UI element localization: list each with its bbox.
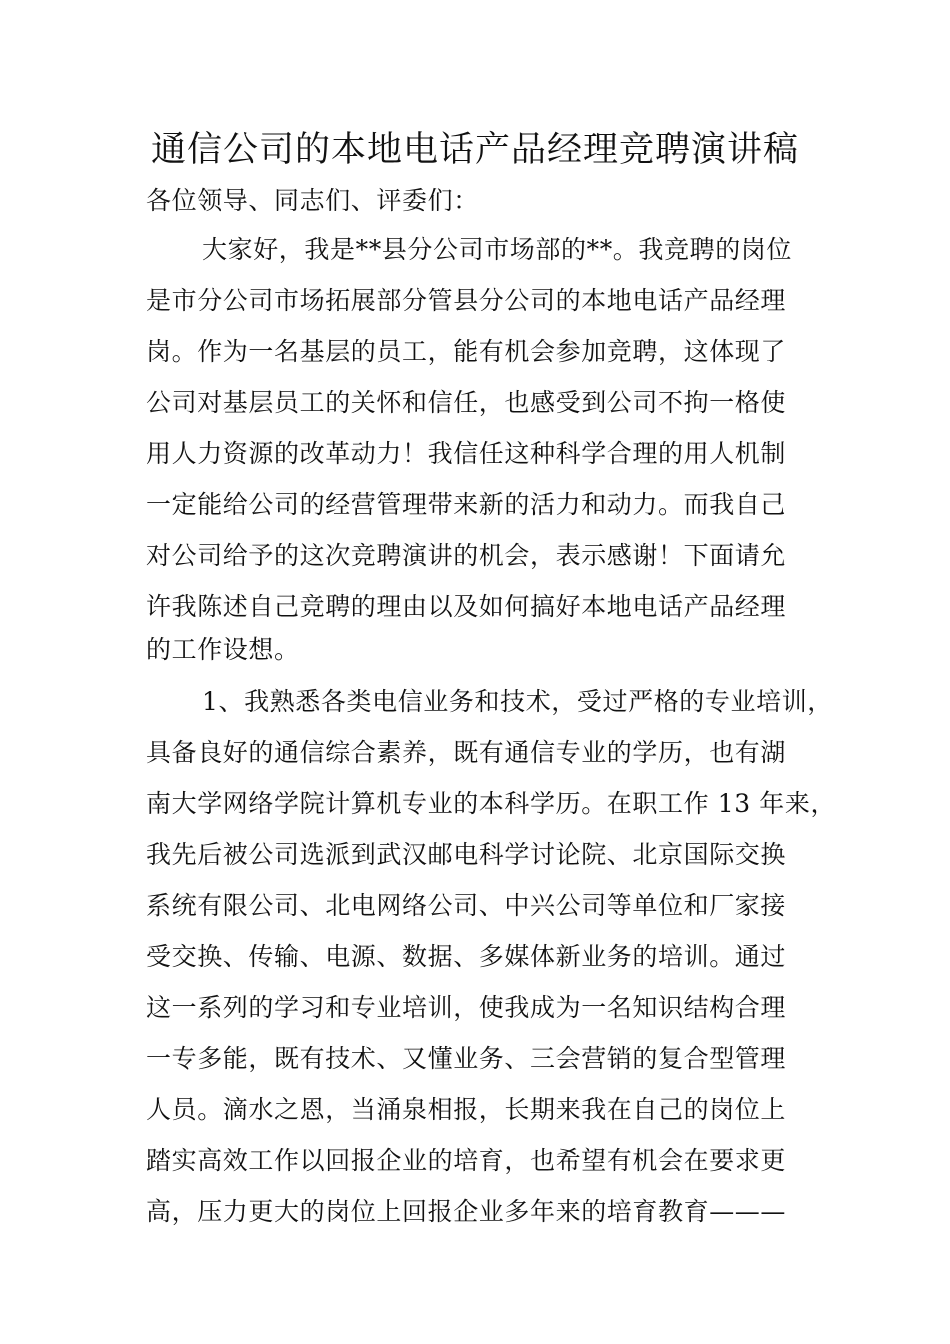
paragraph-line: 我先后被公司选派到武汉邮电科学讨论院、北京国际交换	[146, 840, 787, 869]
paragraph-line: 用人力资源的改革动力！我信任这种科学合理的用人机制	[146, 439, 787, 468]
paragraph-line: 这一系列的学习和专业培训，使我成为一名知识结构合理	[146, 993, 787, 1022]
paragraph-line: 的工作设想。	[146, 635, 300, 664]
paragraph-line: 踏实高效工作以回报企业的培育，也希望有机会在要求更	[146, 1146, 787, 1175]
paragraph-line: 公司对基层员工的关怀和信任，也感受到公司不拘一格使	[146, 388, 787, 417]
paragraph-line: 是市分公司市场拓展部分管县分公司的本地电话产品经理	[146, 286, 787, 315]
paragraph-line: 系统有限公司、北电网络公司、中兴公司等单位和厂家接	[146, 891, 787, 920]
paragraph-line: 许我陈述自己竞聘的理由以及如何搞好本地电话产品经理	[146, 592, 787, 621]
paragraph-line: 岗。作为一名基层的员工，能有机会参加竞聘，这体现了	[146, 337, 787, 366]
document-title: 通信公司的本地电话产品经理竞聘演讲稿	[150, 130, 799, 170]
paragraph-line: 受交换、传输、电源、数据、多媒体新业务的培训。通过	[146, 942, 787, 971]
salutation: 各位领导、同志们、评委们：	[146, 186, 479, 215]
paragraph-line: 南大学网络学院计算机专业的本科学历。在职工作 13 年来，	[146, 789, 837, 818]
paragraph-line: 人员。滴水之恩，当涌泉相报，长期来我在自己的岗位上	[146, 1095, 787, 1124]
paragraph-line: 具备良好的通信综合素养，既有通信专业的学历，也有湖	[146, 738, 787, 767]
paragraph-line: 一专多能，既有技术、又懂业务、三会营销的复合型管理	[146, 1044, 787, 1073]
paragraph-line: 大家好，我是**县分公司市场部的**。我竞聘的岗位	[202, 235, 793, 264]
paragraph-line: 对公司给予的这次竞聘演讲的机会，表示感谢！下面请允	[146, 541, 787, 570]
paragraph-line: 高，压力更大的岗位上回报企业多年来的培育教育———	[146, 1197, 787, 1226]
paragraph-line: 一定能给公司的经营管理带来新的活力和动力。而我自己	[146, 490, 787, 519]
paragraph-line: 1、我熟悉各类电信业务和技术，受过严格的专业培训，	[202, 687, 833, 716]
